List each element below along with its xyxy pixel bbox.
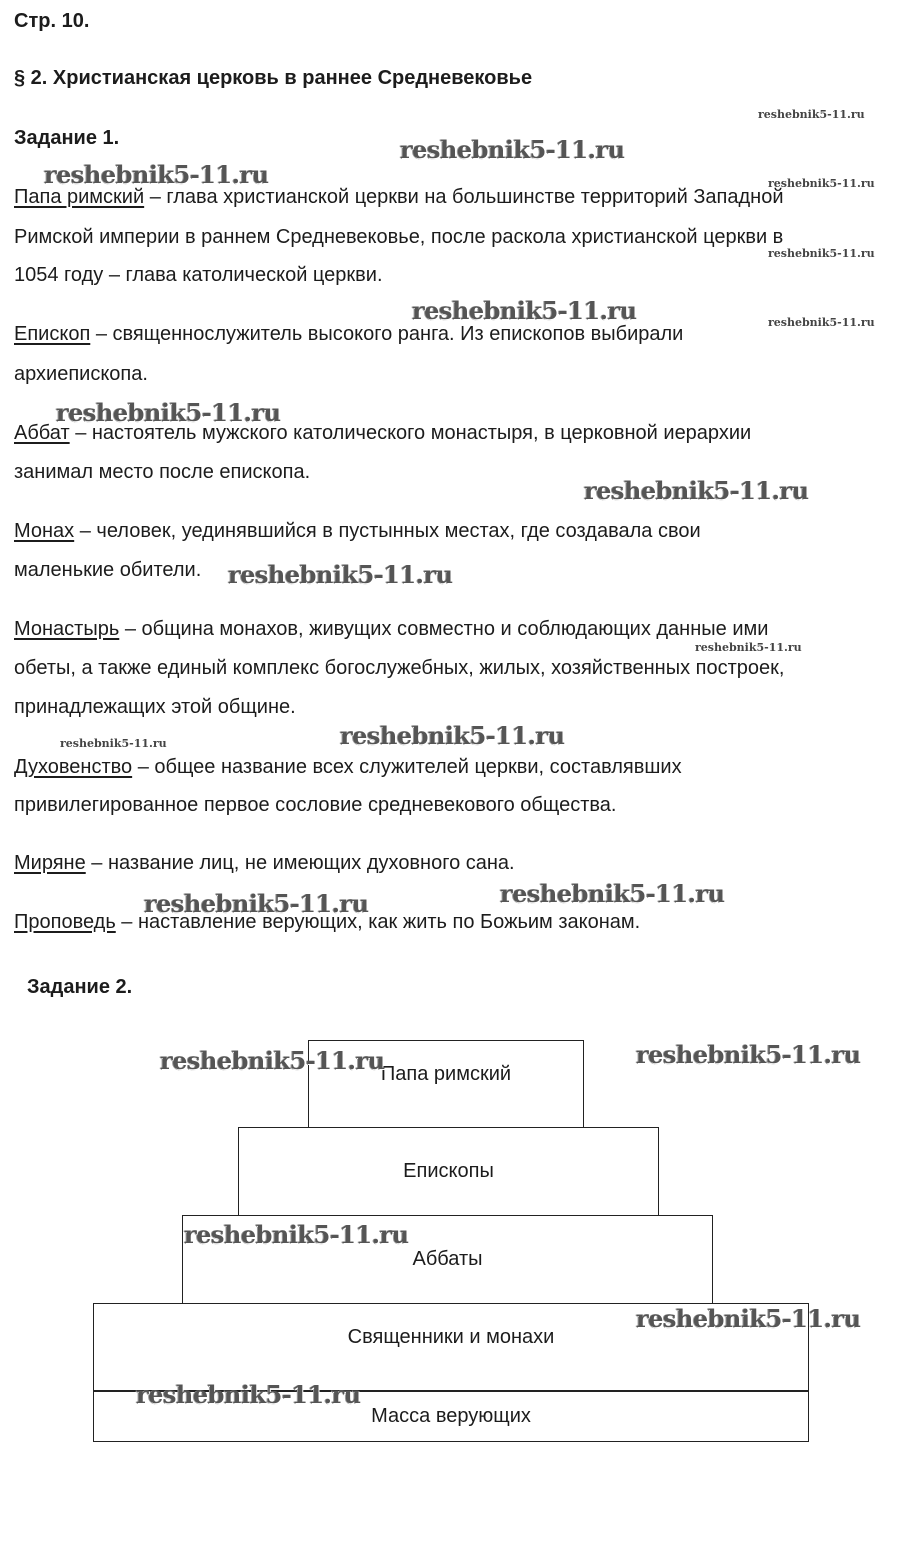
watermark: reshebnik5-11.ru xyxy=(768,247,875,260)
watermark: reshebnik5-11.ru xyxy=(412,296,637,325)
watermark: reshebnik5-11.ru xyxy=(584,476,809,505)
pyramid-label: Масса верующих xyxy=(371,1404,531,1427)
definition-monastery xyxy=(14,617,768,641)
section-title: § 2. Христианская церковь в раннее Средневековье xyxy=(14,67,533,89)
task2-title: Задание 2. xyxy=(27,976,133,998)
watermark: reshebnik5-11.ru xyxy=(60,737,167,750)
definition-text: – человек, уединявшийся в пустынных местах, где создавала свои xyxy=(74,520,701,542)
definition-monk xyxy=(14,519,701,543)
term-bishop: Епископ xyxy=(14,323,91,345)
term-pope: Папа римский xyxy=(14,186,145,208)
watermark: reshebnik5-11.ru xyxy=(44,160,269,189)
watermark: reshebnik5-11.ru xyxy=(768,177,875,190)
term-monastery: Монастырь xyxy=(14,618,120,640)
watermark: reshebnik5-11.ru xyxy=(636,1040,861,1069)
definition-bishop xyxy=(14,322,683,346)
watermark: reshebnik5-11.ru xyxy=(228,560,453,589)
term-clergy: Духовенство xyxy=(14,756,133,778)
definition-text: – община монахов, живущих совместно и соблюдающих данные ими xyxy=(119,618,769,640)
definition-text: архиепископа. xyxy=(14,363,148,385)
definition-text: – настоятель мужского католического монастыря, в церковной иерархии xyxy=(69,422,752,444)
definition-text: Римской империи в раннем Средневековье, после раскола христианской церкви в xyxy=(14,226,784,248)
watermark: reshebnik5-11.ru xyxy=(340,721,565,750)
watermark: reshebnik5-11.ru xyxy=(636,1304,861,1333)
definition-laity xyxy=(14,851,515,875)
page-number: Стр. 10. xyxy=(14,10,90,32)
pyramid-level-bishops xyxy=(238,1127,659,1216)
term-monk: Монах xyxy=(14,520,75,542)
definition-text: – название лиц, не имеющих духовного сана. xyxy=(85,852,515,874)
pyramid-label: Папа римский xyxy=(380,1063,512,1085)
watermark: reshebnik5-11.ru xyxy=(400,135,625,164)
watermark: reshebnik5-11.ru xyxy=(500,879,725,908)
watermark: reshebnik5-11.ru xyxy=(768,316,875,329)
definition-text: – глава христианской церкви на большинстве территорий Западной xyxy=(144,186,784,208)
pyramid-label: Священники и монахи xyxy=(347,1326,555,1348)
pyramid-label: Аббаты xyxy=(412,1248,483,1270)
definition-text: маленькие обители. xyxy=(14,559,202,581)
definition-text: – наставление верующих, как жить по Божьим законам. xyxy=(115,911,641,933)
watermark: reshebnik5-11.ru xyxy=(136,1380,361,1409)
definition-text: занимал место после епископа. xyxy=(14,461,311,483)
watermark: reshebnik5-11.ru xyxy=(144,889,369,918)
watermark: reshebnik5-11.ru xyxy=(695,641,802,654)
definition-clergy xyxy=(14,755,682,779)
task1-title: Задание 1. xyxy=(14,127,120,149)
watermark: reshebnik5-11.ru xyxy=(184,1220,409,1249)
definition-text: – общее название всех служителей церкви, составлявших xyxy=(132,756,682,778)
definition-text: – священнослужитель высокого ранга. Из епископов выбирали xyxy=(90,323,684,345)
term-abbot: Аббат xyxy=(14,422,70,444)
term-laity: Миряне xyxy=(14,852,86,874)
watermark: reshebnik5-11.ru xyxy=(758,108,865,121)
pyramid-label: Епископы xyxy=(403,1160,494,1182)
definition-text: принадлежащих этой общине. xyxy=(14,696,296,718)
term-sermon: Проповедь xyxy=(14,911,116,933)
definition-text: обеты, а также единый комплекс богослужебных, жилых, хозяйственных построек, xyxy=(14,657,785,679)
watermark: reshebnik5-11.ru xyxy=(160,1046,385,1075)
definition-text: привилегированное первое сословие средневекового общества. xyxy=(14,794,617,816)
watermark: reshebnik5-11.ru xyxy=(56,398,281,427)
definition-text: 1054 году – глава католической церкви. xyxy=(14,264,383,286)
